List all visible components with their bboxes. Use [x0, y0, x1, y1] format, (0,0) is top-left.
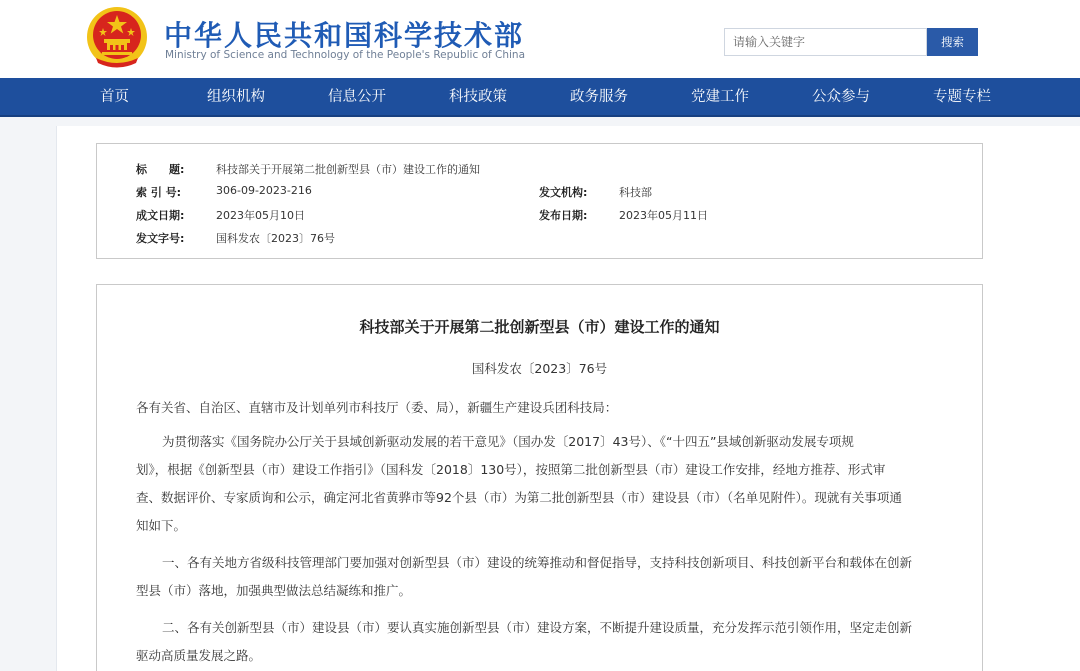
- article-title: 科技部关于开展第二批创新型县（市）建设工作的通知: [359, 318, 720, 336]
- site-subtitle: Ministry of Science and Technology of the People's Republic of China: [165, 49, 526, 61]
- nav-item-home[interactable]: 首页: [100, 89, 129, 105]
- meta-created-label: 成文日期:: [136, 209, 185, 222]
- paragraph-line: 型县（市）落地，加强典型做法总结凝练和推广。: [136, 583, 412, 598]
- site-title[interactable]: 中华人民共和国科学技术部: [164, 19, 525, 52]
- paragraph-line: 查、数据评价、专家质询和公示，确定河北省黄骅市等92个县（市）为第二批创新型县（市）建设县（市）（名单见附件）。现就有关事项通: [136, 490, 902, 505]
- search-input[interactable]: [724, 28, 927, 56]
- meta-issuer-value: 科技部: [619, 186, 652, 199]
- site-header: [0, 0, 1080, 78]
- meta-title-label: 标 题:: [136, 163, 185, 176]
- nav-item-info-disclosure[interactable]: 信息公开: [328, 89, 386, 105]
- paragraph-line: 驱动高质量发展之路。: [136, 648, 262, 663]
- meta-index-value: 306-09-2023-216: [216, 184, 312, 197]
- meta-docno-value: 国科发农〔2023〕76号: [216, 232, 335, 245]
- meta-issuer-label: 发文机构:: [539, 186, 588, 199]
- meta-docno-label: 发文字号:: [136, 232, 185, 245]
- meta-published-label: 发布日期:: [539, 209, 588, 222]
- nav-item-policy[interactable]: 科技政策: [449, 89, 507, 105]
- search-button[interactable]: 搜索: [927, 28, 978, 56]
- nav-item-topics[interactable]: 专题专栏: [933, 89, 991, 105]
- meta-title-value: 科技部关于开展第二批创新型县（市）建设工作的通知: [216, 163, 480, 176]
- meta-index-label: 索 引 号:: [136, 186, 182, 199]
- nav-item-organization[interactable]: 组织机构: [207, 89, 265, 105]
- nav-item-services[interactable]: 政务服务: [570, 89, 628, 105]
- national-emblem-icon[interactable]: [86, 6, 148, 68]
- paragraph-line: 划》，根据《创新型县（市）建设工作指引》（国科发〔2018〕130号），按照第二批创新型县（市）建设工作安排，经地方推荐、形式审: [136, 462, 886, 477]
- paragraph-line: 为贯彻落实《国务院办公厅关于县域创新驱动发展的若干意见》（国办发〔2017〕43号）、《“十四五”县域创新驱动发展专项规: [162, 434, 854, 449]
- meta-created-value: 2023年05月10日: [216, 209, 305, 222]
- article-salutation: 各有关省、自治区、直辖市及计划单列市科技厅（委、局），新疆生产建设兵团科技局：: [136, 400, 618, 415]
- article-doc-number: 国科发农〔2023〕76号: [471, 361, 608, 376]
- paragraph-line: 二、各有关创新型县（市）建设县（市）要认真实施创新型县（市）建设方案，不断提升建设质量，充分发挥示范引领作用，坚定走创新: [162, 620, 913, 635]
- nav-item-public-participation[interactable]: 公众参与: [812, 89, 870, 105]
- paragraph-line: 知如下。: [136, 518, 187, 533]
- nav-item-party-work[interactable]: 党建工作: [691, 89, 749, 105]
- main-nav: [0, 78, 1080, 117]
- meta-published-value: 2023年05月11日: [619, 209, 708, 222]
- paragraph-line: 一、各有关地方省级科技管理部门要加强对创新型县（市）建设的统筹推动和督促指导，支持科技创新项目、科技创新平台和载体在创新: [162, 555, 913, 570]
